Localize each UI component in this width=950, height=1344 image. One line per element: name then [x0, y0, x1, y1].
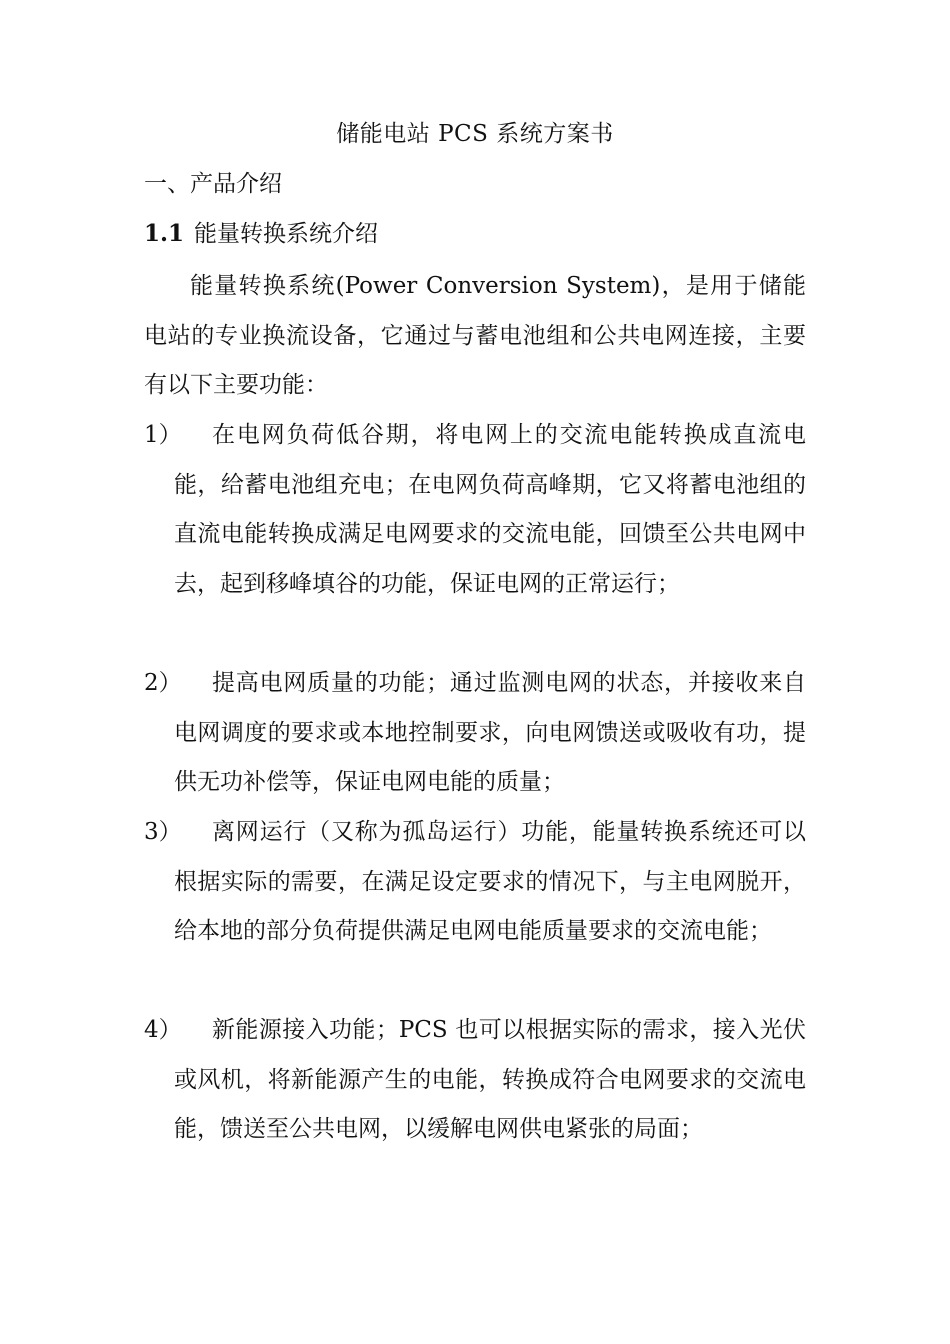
section-heading: 一、产品介绍 — [144, 171, 282, 197]
intro-paragraph — [144, 262, 806, 411]
list-item-4-text: 新能源接入功能；PCS 也可以根据实际的需求，接入光伏或风机，将新能源产生的电能，转换成符合电网要求的交流电能，馈送至公共电网，以缓解电网供电紧张的局面； — [174, 1017, 806, 1142]
list-item-2-marker: 2） — [144, 670, 182, 696]
intro-paragraph-text: 能量转换系统(Power Conversion System)，是用于储能电站的专业换流设备，它通过与蓄电池组和公共电网连接，主要有以下主要功能： — [144, 273, 806, 398]
list-item-4-marker: 4） — [144, 1017, 182, 1043]
document-title: 储能电站 PCS 系统方案书 — [336, 121, 614, 147]
list-item-1 — [144, 411, 806, 609]
list-item-2 — [144, 659, 806, 808]
list-item-3-marker: 3） — [144, 819, 182, 845]
subsection-heading — [144, 214, 378, 254]
list-item-3 — [144, 808, 806, 957]
list-item-3-text: 离网运行（又称为孤岛运行）功能，能量转换系统还可以根据实际的需要，在满足设定要求的情况下，与主电网脱开，给本地的部分负荷提供满足电网电能质量要求的交流电能； — [174, 819, 806, 944]
list-item-1-marker: 1） — [144, 422, 182, 448]
subsection-title: 能量转换系统介绍 — [194, 221, 379, 247]
list-item-1-text: 在电网负荷低谷期，将电网上的交流电能转换成直流电能，给蓄电池组充电；在电网负荷高峰期，它又将蓄电池组的直流电能转换成满足电网要求的交流电能，回馈至公共电网中去，起到移峰填谷的功能，保证电网的正常运行； — [174, 422, 806, 597]
list-item-4 — [144, 1006, 806, 1155]
subsection-number: 1.1 — [144, 220, 185, 247]
list-item-2-text: 提高电网质量的功能；通过监测电网的状态，并接收来自电网调度的要求或本地控制要求，向电网馈送或吸收有功，提供无功补偿等，保证电网电能的质量； — [174, 670, 806, 795]
